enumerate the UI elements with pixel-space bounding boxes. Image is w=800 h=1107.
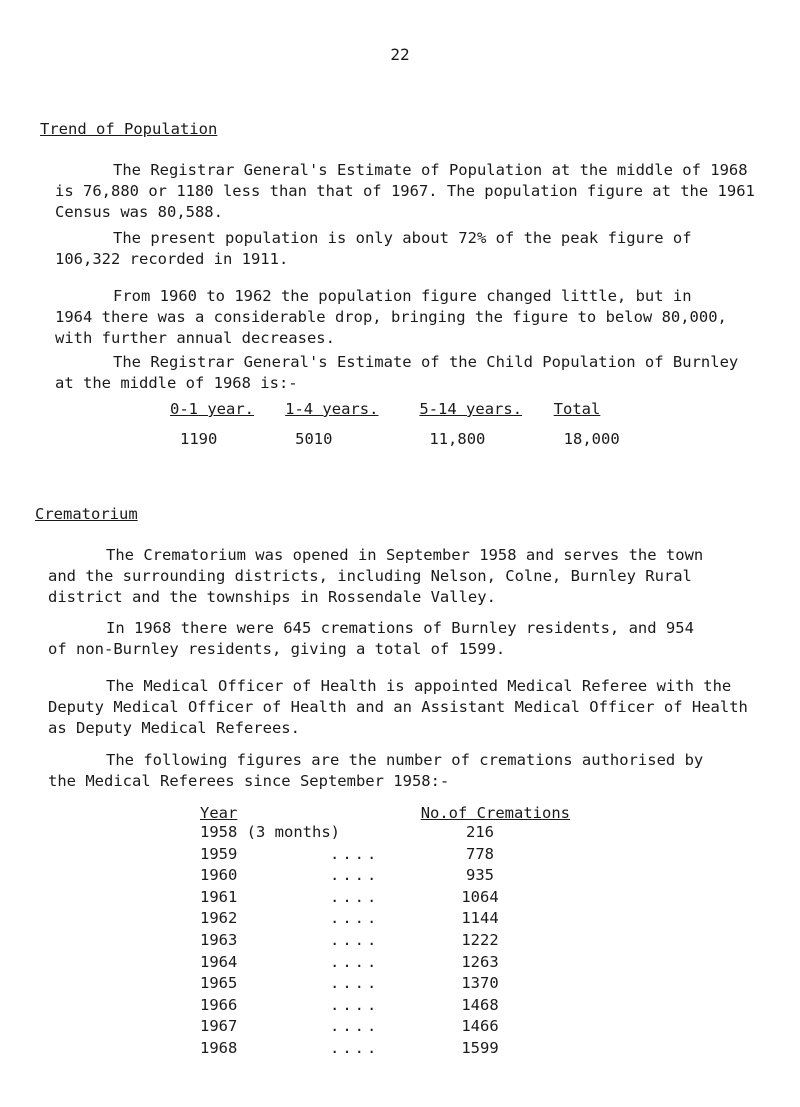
cremations-table-header <box>200 804 570 822</box>
table-cell-count: 1468 <box>461 995 499 1014</box>
population-paragraph-1 <box>55 160 775 223</box>
leader-dots: .... <box>330 974 380 993</box>
cremations-table <box>200 804 600 1060</box>
table-cell-year: 1967 <box>200 1017 238 1036</box>
text-line: The present population is only about 72% of the peak figure of <box>113 229 692 247</box>
population-heading: Trend of Population <box>40 120 218 138</box>
table-cell: 1190 <box>180 430 218 448</box>
leader-dots: .... <box>330 1017 380 1036</box>
leader-dots: .... <box>330 844 380 863</box>
table-cell-count: 1370 <box>461 974 499 993</box>
table-cell-year: 1965 <box>200 974 238 993</box>
table-row <box>200 1038 600 1060</box>
text-line: and the surrounding districts, including Nelson, Colne, Burnley Rural <box>48 567 692 585</box>
leader-dots: .... <box>330 887 380 906</box>
table-cell-year: 1968 <box>200 1038 238 1057</box>
column-header: Total <box>553 400 601 418</box>
text-line: The Registrar General's Estimate of Population at the middle of 1968 <box>113 161 748 179</box>
text-line: as Deputy Medical Referees. <box>48 719 300 737</box>
table-row <box>200 887 600 909</box>
table-row <box>200 908 600 930</box>
leader-dots: .... <box>330 866 380 885</box>
table-row <box>200 995 600 1017</box>
table-cell: 18,000 <box>563 430 620 448</box>
text-line: 106,322 recorded in 1911. <box>55 250 289 268</box>
text-line: From 1960 to 1962 the population figure changed little, but in <box>113 287 692 305</box>
crematorium-paragraph-4 <box>48 750 768 792</box>
text-line: the Medical Referees since September 1958:- <box>48 772 450 790</box>
table-cell-count: 1466 <box>461 1017 499 1036</box>
column-header: 1-4 years. <box>285 400 379 418</box>
text-line: Census was 80,588. <box>55 203 223 221</box>
column-header-year: Year <box>200 804 238 822</box>
table-row <box>200 973 600 995</box>
text-line: is 76,880 or 1180 less than that of 1967. The population figure at the 1961 <box>55 182 755 200</box>
text-line: Deputy Medical Officer of Health and an Assistant Medical Officer of Health <box>48 698 748 716</box>
crematorium-paragraph-2 <box>48 618 768 660</box>
cremations-table-body <box>200 844 600 1060</box>
text-line: The Medical Officer of Health is appointed Medical Referee with the <box>106 677 732 695</box>
table-cell-count: 1064 <box>461 887 499 906</box>
population-paragraph-2 <box>55 228 775 270</box>
table-row <box>200 930 600 952</box>
leader-dots: .... <box>330 1038 380 1057</box>
table-cell-count: 216 <box>466 823 494 841</box>
table-cell-year: 1961 <box>200 887 238 906</box>
table-cell-count: 778 <box>466 844 494 863</box>
table-cell-count: 1222 <box>461 930 499 949</box>
text-line: district and the townships in Rossendale Valley. <box>48 588 496 606</box>
table-cell-year: 1960 <box>200 866 238 885</box>
table-cell: 5010 <box>295 430 333 448</box>
table-cell-count: 935 <box>466 866 494 885</box>
table-cell-year: 1962 <box>200 909 238 928</box>
crematorium-heading: Crematorium <box>35 505 138 523</box>
table-row <box>200 822 600 844</box>
leader-dots: .... <box>330 909 380 928</box>
text-line: In 1968 there were 645 cremations of Burnley residents, and 954 <box>106 619 694 637</box>
child-table-header <box>170 400 640 418</box>
column-header: 0-1 year. <box>170 400 254 418</box>
table-cell-year: 1959 <box>200 844 238 863</box>
text-line: with further annual decreases. <box>55 329 335 347</box>
column-header: 5-14 years. <box>419 400 523 418</box>
table-cell: 11,800 <box>429 430 486 448</box>
column-header-count: No.of Cremations <box>420 804 570 822</box>
table-row <box>200 865 600 887</box>
text-line: The Registrar General's Estimate of the Child Population of Burnley <box>113 353 739 371</box>
population-paragraph-3 <box>55 286 775 349</box>
text-line: at the middle of 1968 is:- <box>55 374 298 392</box>
table-row <box>200 844 600 866</box>
table-cell-year: 1958 (3 months) <box>200 823 340 841</box>
table-cell-count: 1599 <box>461 1038 499 1057</box>
text-line: 1964 there was a considerable drop, bringing the figure to below 80,000, <box>55 308 727 326</box>
table-row <box>200 952 600 974</box>
leader-dots: .... <box>330 995 380 1014</box>
table-cell-year: 1964 <box>200 952 238 971</box>
table-cell-year: 1966 <box>200 995 238 1014</box>
population-paragraph-4 <box>55 352 775 394</box>
crematorium-paragraph-1 <box>48 545 768 608</box>
child-table-values <box>170 430 640 448</box>
table-cell-year: 1963 <box>200 930 238 949</box>
table-cell-count: 1144 <box>461 909 499 928</box>
leader-dots: .... <box>330 930 380 949</box>
crematorium-paragraph-3 <box>48 676 768 739</box>
table-row <box>200 1016 600 1038</box>
page-number: 22 <box>390 45 410 64</box>
text-line: The following figures are the number of cremations authorised by <box>106 751 704 769</box>
child-population-table <box>170 400 640 448</box>
text-line: of non-Burnley residents, giving a total of 1599. <box>48 640 506 658</box>
table-cell-count: 1263 <box>461 952 499 971</box>
text-line: The Crematorium was opened in September 1958 and serves the town <box>106 546 704 564</box>
leader-dots: .... <box>330 952 380 971</box>
